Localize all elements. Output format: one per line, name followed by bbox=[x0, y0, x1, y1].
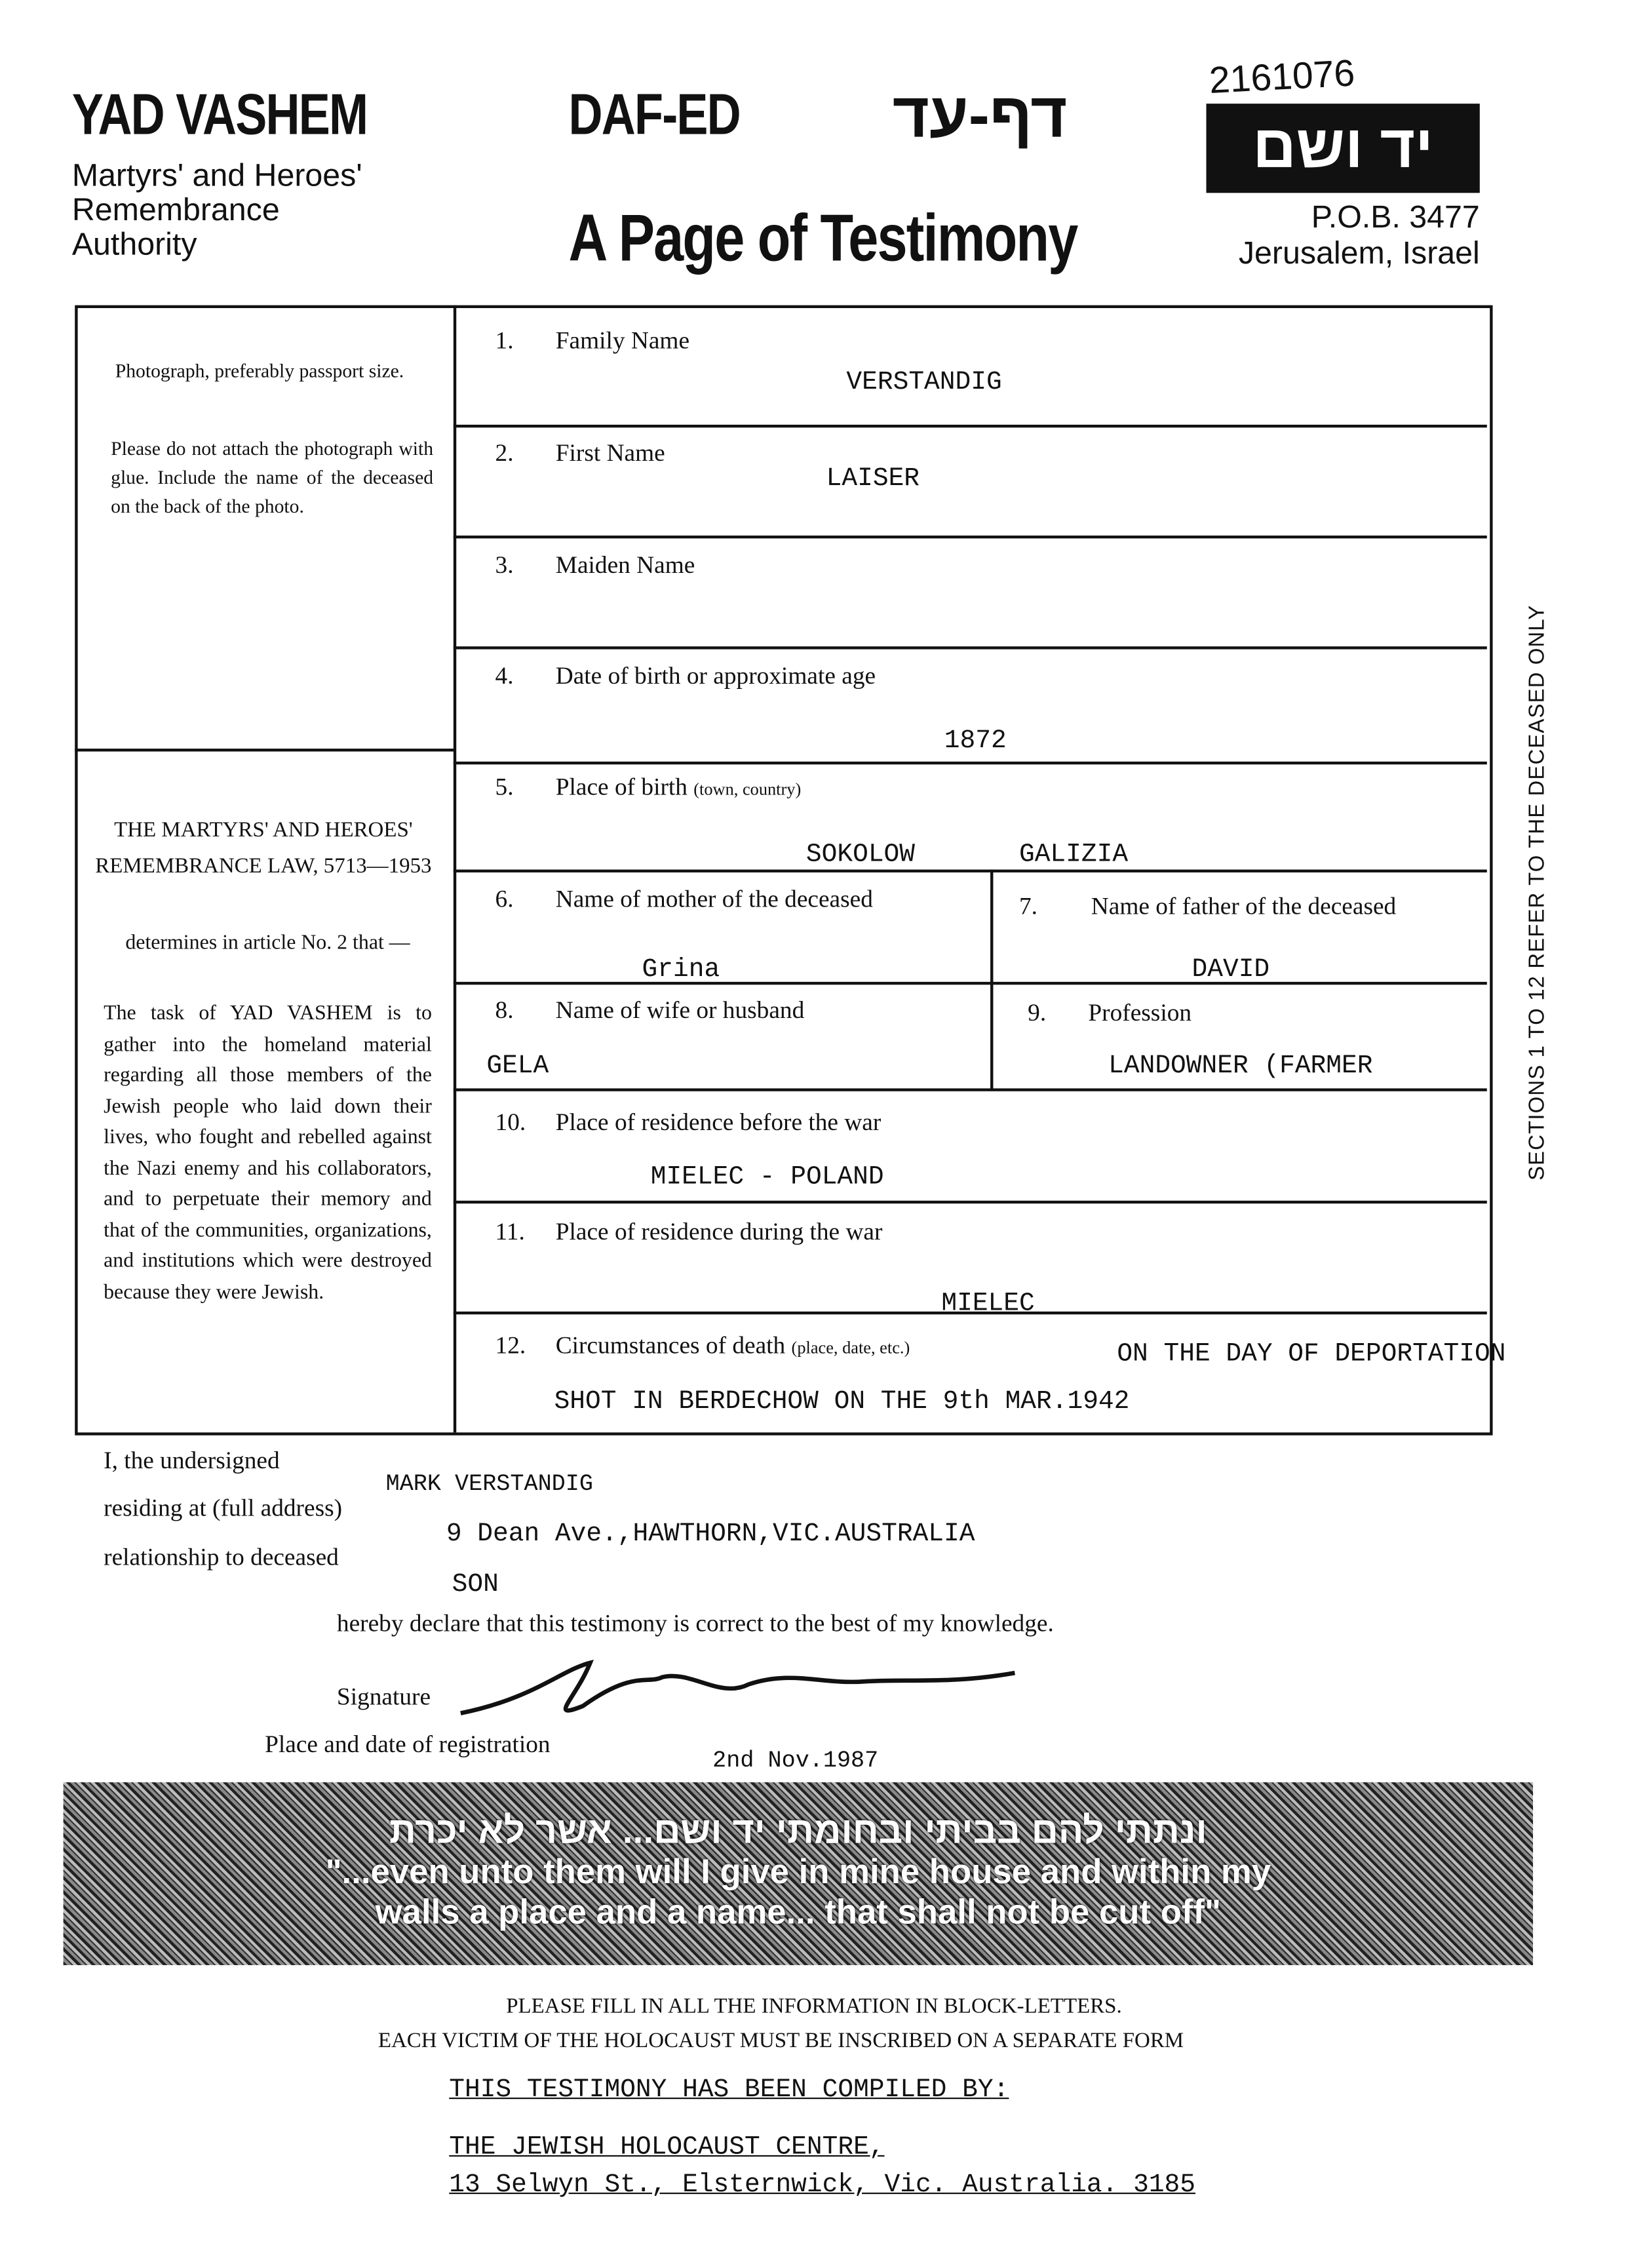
photo-instructions: Please do not attach the photograph with glue. Include the name of the deceased on the back of the photo. bbox=[111, 437, 434, 517]
relationship-label: relationship to deceased bbox=[104, 1543, 339, 1571]
address bbox=[1206, 199, 1479, 271]
banner-english-1: "...even unto them will I give in mine house and within my bbox=[325, 1852, 1271, 1892]
law-title: THE MARTYRS' AND HEROES' REMEMBRANCE LAW, 5713—1953 bbox=[95, 819, 432, 878]
instruction-2: EACH VICTIM OF THE HOLOCAUST MUST BE INSCRIBED ON A SEPARATE FORM bbox=[378, 2029, 1184, 2053]
death-details-value[interactable]: SHOT IN BERDECHOW ON THE 9th MAR.1942 bbox=[554, 1388, 1130, 1417]
banner-english-2: walls a place and a name... that shall not be cut off" bbox=[375, 1893, 1222, 1932]
field-11-label: 11. Place of residence during the war bbox=[495, 1218, 883, 1245]
field-7-label: 7. Name of father of the deceased bbox=[1018, 892, 1397, 920]
org-name: YAD VASHEM bbox=[71, 83, 368, 147]
birthplace-town-value[interactable]: SOKOLOW bbox=[805, 840, 916, 870]
org-subtitle bbox=[72, 159, 362, 262]
father-name-value[interactable]: DAVID bbox=[1192, 956, 1270, 985]
side-note: SECTIONS 1 TO 12 REFER TO THE DECEASED ONLY bbox=[1524, 604, 1550, 1181]
form-name-hebrew: דף-עד bbox=[892, 80, 1068, 151]
banner-hebrew: ונתתי להם בביתי ובחומתי יד ושם... אשר לא יכרת bbox=[389, 1808, 1207, 1852]
relationship-value[interactable]: SON bbox=[452, 1571, 499, 1600]
subtitle-line: Remembrance bbox=[71, 191, 280, 228]
profession-value[interactable]: LANDOWNER (FARMER bbox=[1108, 1052, 1373, 1082]
signature-label: Signature bbox=[336, 1683, 431, 1711]
address-value[interactable]: 9 Dean Ave.,HAWTHORN,VIC.AUSTRALIA bbox=[446, 1520, 975, 1550]
birth-value[interactable]: 1872 bbox=[944, 727, 1007, 756]
scripture-banner bbox=[64, 1782, 1533, 1965]
document-number: 2161076 bbox=[1208, 50, 1356, 102]
address-label: residing at (full address) bbox=[104, 1494, 343, 1522]
photo-caption: Photograph, preferably passport size. bbox=[115, 360, 404, 382]
law-intro: determines in article No. 2 that — bbox=[125, 931, 410, 955]
field-2-label: 2. First Name bbox=[495, 439, 665, 467]
instruction-1: PLEASE FILL IN ALL THE INFORMATION IN BLOCK-LETTERS. bbox=[506, 1995, 1122, 2019]
yad-vashem-logo bbox=[1206, 104, 1479, 193]
field-10-label: 10. Place of residence before the war bbox=[495, 1108, 882, 1136]
page-title: A Page of Testimony bbox=[568, 200, 1077, 275]
birthplace-country-value[interactable]: GALIZIA bbox=[1018, 840, 1129, 870]
law-text: The task of YAD VASHEM is to gather into the homeland material regarding all those members of the Jewish people who laid down their lives, who fought and rebelled against the Nazi enemy and his collaborators, and to perpetuate their memory and that of the communities, organizations, and institutions which were destroyed because they were Jewish. bbox=[104, 1002, 432, 1304]
logo-text: יד ושם bbox=[1252, 112, 1433, 180]
residence-before-value[interactable]: MIELEC - POLAND bbox=[650, 1163, 884, 1192]
field-9-label: 9. Profession bbox=[1028, 999, 1192, 1026]
death-circumstances-value[interactable]: ON THE DAY OF DEPORTATION bbox=[1117, 1340, 1506, 1369]
centre-name: THE JEWISH HOLOCAUST CENTRE, bbox=[449, 2133, 885, 2162]
field-3-label: 3. Maiden Name bbox=[495, 551, 695, 579]
declaration-statement: hereby declare that this testimony is correct to the best of my knowledge. bbox=[336, 1609, 1054, 1637]
centre-address: 13 Selwyn St., Elsternwick, Vic. Australia. 3185 bbox=[449, 2171, 1195, 2200]
field-1-label: 1. Family Name bbox=[495, 326, 690, 355]
compiled-by: THIS TESTIMONY HAS BEEN COMPILED BY: bbox=[449, 2076, 1009, 2105]
field-8-label: 8. Name of wife or husband bbox=[495, 996, 805, 1024]
subtitle-line: Martyrs' and Heroes' bbox=[71, 157, 362, 193]
first-name-value[interactable]: LAISER bbox=[826, 465, 920, 494]
mother-name-value[interactable]: Grina bbox=[642, 956, 720, 985]
family-name-value[interactable]: VERSTANDIG bbox=[846, 368, 1002, 398]
place-date-label: Place and date of registration bbox=[265, 1730, 551, 1758]
spouse-name-value[interactable]: GELA bbox=[486, 1052, 549, 1082]
subtitle-line: Authority bbox=[71, 225, 197, 262]
residence-during-value[interactable]: MIELEC bbox=[941, 1289, 1035, 1319]
field-5-label: 5. Place of birth (town, country) bbox=[495, 773, 802, 801]
place-date-value[interactable]: 2nd Nov.1987 bbox=[712, 1748, 879, 1774]
undersigned-label: I, the undersigned bbox=[104, 1447, 280, 1475]
field-12-label: 12. Circumstances of death (place, date, etc.) bbox=[495, 1331, 910, 1359]
undersigned-value[interactable]: MARK VERSTANDIG bbox=[385, 1471, 593, 1498]
form-name: DAF-ED bbox=[568, 83, 740, 147]
field-6-label: 6. Name of mother of the deceased bbox=[495, 885, 873, 913]
signature-mark bbox=[446, 1641, 1022, 1728]
pob: P.O.B. 3477 bbox=[1311, 199, 1480, 235]
city: Jerusalem, Israel bbox=[1238, 234, 1480, 271]
field-4-label: 4. Date of birth or approximate age bbox=[495, 662, 876, 690]
